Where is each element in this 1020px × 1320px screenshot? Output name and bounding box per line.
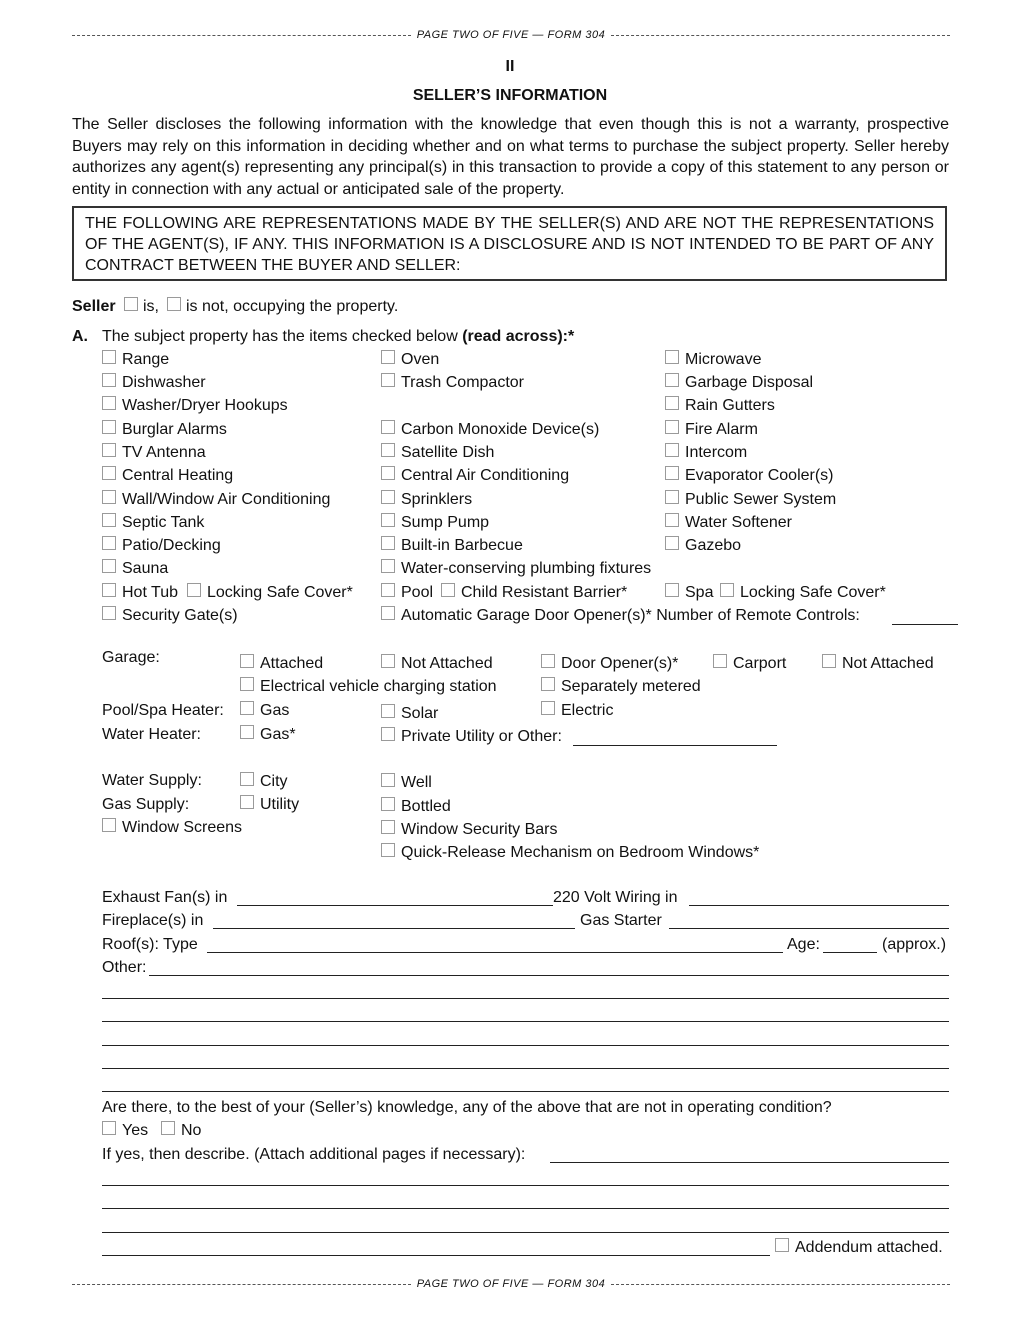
central-ac-label: Central Air Conditioning <box>401 467 570 484</box>
evaporator-label: Evaporator Cooler(s) <box>685 467 834 484</box>
describe-field-line-3[interactable] <box>102 1208 949 1209</box>
central-ac-checkbox[interactable] <box>381 466 395 480</box>
condition-question: Are there, to the best of your (Seller’s) knowledge, any of the above that are not in operating condition? <box>102 1099 832 1116</box>
dishwasher-checkbox[interactable] <box>102 373 116 387</box>
header-text: PAGE TWO OF FIVE — FORM 304 <box>416 29 606 41</box>
window-bars-label: Window Security Bars <box>401 821 558 838</box>
sauna-checkbox[interactable] <box>102 559 116 573</box>
quick-release-label: Quick-Release Mechanism on Bedroom Windows* <box>401 844 760 861</box>
pool-heater-gas-label: Gas <box>260 702 290 719</box>
window-screens-label: Window Screens <box>122 819 243 836</box>
spa-checkbox[interactable] <box>665 583 679 597</box>
washer-dryer-label: Washer/Dryer Hookups <box>122 397 288 414</box>
describe-field-line-1[interactable] <box>550 1162 949 1163</box>
spa-label: Spa <box>685 584 714 601</box>
seller-label: Seller <box>72 298 116 315</box>
water-conserving-checkbox[interactable] <box>381 559 395 573</box>
section-a-letter: A. <box>72 328 88 345</box>
satellite-dish-checkbox[interactable] <box>381 443 395 457</box>
fireplace-field[interactable] <box>213 928 575 929</box>
other-field-line-5[interactable] <box>102 1068 949 1069</box>
private-utility-checkbox[interactable] <box>381 727 395 741</box>
water-softener-label: Water Softener <box>685 514 793 531</box>
notice-text: THE FOLLOWING ARE REPRESENTATIONS MADE BY THE SELLER(S) AND ARE NOT THE REPRESENTATIONS OF THE AGENT(S), IF ANY. THIS INFORMATION IS A DISCLOSURE AND IS NOT INTENDED TO BE PART OF ANY CONTRACT BETWEEN THE BUYER AND SELLER: <box>85 215 934 274</box>
water-softener-checkbox[interactable] <box>665 513 679 527</box>
garage-not-attached-label: Not Attached <box>401 655 493 672</box>
quick-release-checkbox[interactable] <box>381 843 395 857</box>
intro-paragraph: The Seller discloses the following information with the knowledge that even though this is not a warranty, prospective Buyers may rely on this information in deciding whether and on what terms to purchase the subject property. Seller hereby authorizes any agent(s) representing any principal(s) in this transaction to provide a copy of this statement to any person or entity in connection with any actual or anticipated sale of the property. <box>72 116 949 198</box>
sprinklers-label: Sprinklers <box>401 491 473 508</box>
garage-not-attached-checkbox[interactable] <box>381 654 395 668</box>
fire-alarm-label: Fire Alarm <box>685 421 758 438</box>
co-device-label: Carbon Monoxide Device(s) <box>401 421 600 438</box>
range-checkbox[interactable] <box>102 350 116 364</box>
pool-label: Pool <box>401 584 434 601</box>
other-field-line-4[interactable] <box>102 1045 949 1046</box>
carport-not-attached-label: Not Attached <box>842 655 934 672</box>
addendum-label: Addendum attached. <box>795 1239 943 1256</box>
volt-label: 220 Volt Wiring in <box>553 889 678 906</box>
hot-tub-checkbox[interactable] <box>102 583 116 597</box>
septic-label: Septic Tank <box>122 514 205 531</box>
water-well-checkbox[interactable] <box>381 773 395 787</box>
other-field-line-1[interactable] <box>149 975 949 976</box>
range-label: Range <box>122 351 170 368</box>
central-heating-checkbox[interactable] <box>102 466 116 480</box>
other-field-line-3[interactable] <box>102 1021 949 1022</box>
gas-starter-label: Gas Starter <box>580 912 662 929</box>
garage-label: Garage: <box>102 649 160 666</box>
gas-starter-field[interactable] <box>669 928 949 929</box>
garage-attached-label: Attached <box>260 655 324 672</box>
satellite-dish-label: Satellite Dish <box>401 444 495 461</box>
patio-label: Patio/Decking <box>122 537 221 554</box>
intercom-label: Intercom <box>685 444 748 461</box>
water-conserving-label: Water-conserving plumbing fixtures <box>401 560 652 577</box>
exhaust-label: Exhaust Fan(s) in <box>102 889 228 906</box>
volt-field[interactable] <box>689 905 949 906</box>
child-barrier-checkbox[interactable] <box>441 583 455 597</box>
dishwasher-label: Dishwasher <box>122 374 206 391</box>
garage-opener-label: Automatic Garage Door Opener(s)* Number of Remote Controls: <box>401 607 860 624</box>
pool-heater-solar-checkbox[interactable] <box>381 704 395 718</box>
tv-antenna-checkbox[interactable] <box>102 443 116 457</box>
gas-supply-label: Gas Supply: <box>102 796 190 813</box>
describe-field-line-5[interactable] <box>102 1255 770 1256</box>
pool-heater-electric-label: Electric <box>561 702 614 719</box>
security-gates-label: Security Gate(s) <box>122 607 238 624</box>
page-header <box>72 25 950 45</box>
water-heater-gas-checkbox[interactable] <box>240 725 254 739</box>
door-opener-label: Door Opener(s)* <box>561 655 679 672</box>
separately-metered-label: Separately metered <box>561 678 701 695</box>
trash-compactor-checkbox[interactable] <box>381 373 395 387</box>
water-heater-label: Water Heater: <box>102 726 201 743</box>
washer-dryer-checkbox[interactable] <box>102 396 116 410</box>
yes-checkbox[interactable] <box>102 1121 116 1135</box>
approx-label: (approx.) <box>882 936 947 953</box>
hot-tub-label: Hot Tub <box>122 584 179 601</box>
door-opener-checkbox[interactable] <box>541 654 555 668</box>
ev-charging-checkbox[interactable] <box>240 677 254 691</box>
describe-field-line-2[interactable] <box>102 1185 949 1186</box>
footer-text: PAGE TWO OF FIVE — FORM 304 <box>416 1278 606 1290</box>
wall-ac-label: Wall/Window Air Conditioning <box>122 491 331 508</box>
water-city-label: City <box>260 773 288 790</box>
trash-compactor-label: Trash Compactor <box>401 374 524 391</box>
section-number: II <box>505 58 515 75</box>
yes-label: Yes <box>122 1122 149 1139</box>
garage-opener-checkbox[interactable] <box>381 606 395 620</box>
gazebo-checkbox[interactable] <box>665 536 679 550</box>
sump-pump-label: Sump Pump <box>401 514 490 531</box>
roof-field[interactable] <box>207 952 783 953</box>
bbq-checkbox[interactable] <box>381 536 395 550</box>
fire-alarm-checkbox[interactable] <box>665 420 679 434</box>
describe-field-line-4[interactable] <box>102 1232 949 1233</box>
addendum-checkbox[interactable] <box>775 1238 789 1252</box>
water-well-label: Well <box>401 774 432 791</box>
age-label: Age: <box>787 936 820 953</box>
microwave-label: Microwave <box>685 351 762 368</box>
other-field-line-6[interactable] <box>102 1091 949 1092</box>
describe-label: If yes, then describe. (Attach additional pages if necessary): <box>102 1146 526 1163</box>
evaporator-checkbox[interactable] <box>665 466 679 480</box>
garage-attached-checkbox[interactable] <box>240 654 254 668</box>
section-title: SELLER’S INFORMATION <box>412 87 608 104</box>
gazebo-label: Gazebo <box>685 537 742 554</box>
carport-checkbox[interactable] <box>713 654 727 668</box>
water-heater-gas-label: Gas* <box>260 726 296 743</box>
pool-checkbox[interactable] <box>381 583 395 597</box>
central-heating-label: Central Heating <box>122 467 234 484</box>
locking-safe-cover-checkbox[interactable] <box>187 583 201 597</box>
remote-controls-field[interactable] <box>892 624 958 625</box>
oven-checkbox[interactable] <box>381 350 395 364</box>
seller-is-label: is, <box>143 298 159 315</box>
gas-utility-checkbox[interactable] <box>240 795 254 809</box>
no-label: No <box>181 1122 202 1139</box>
seller-is-checkbox[interactable] <box>124 297 138 311</box>
patio-checkbox[interactable] <box>102 536 116 550</box>
private-utility-label: Private Utility or Other: <box>401 728 562 745</box>
other-label: Other: <box>102 959 147 976</box>
page-footer <box>72 1274 950 1294</box>
burglar-alarms-checkbox[interactable] <box>102 420 116 434</box>
pool-heater-electric-checkbox[interactable] <box>541 701 555 715</box>
child-barrier-label: Child Resistant Barrier* <box>461 584 628 601</box>
window-bars-checkbox[interactable] <box>381 820 395 834</box>
garbage-disposal-label: Garbage Disposal <box>685 374 814 391</box>
water-city-checkbox[interactable] <box>240 772 254 786</box>
fireplace-label: Fireplace(s) in <box>102 912 204 929</box>
pool-heater-gas-checkbox[interactable] <box>240 701 254 715</box>
notice-box <box>72 206 947 281</box>
rain-gutters-label: Rain Gutters <box>685 397 775 414</box>
spa-locking-cover-checkbox[interactable] <box>720 583 734 597</box>
pool-heater-solar-label: Solar <box>401 705 439 722</box>
public-sewer-label: Public Sewer System <box>685 491 837 508</box>
microwave-checkbox[interactable] <box>665 350 679 364</box>
rain-gutters-checkbox[interactable] <box>665 396 679 410</box>
gas-utility-label: Utility <box>260 796 300 813</box>
oven-label: Oven <box>401 351 440 368</box>
tv-antenna-label: TV Antenna <box>122 444 206 461</box>
burglar-alarms-label: Burglar Alarms <box>122 421 227 438</box>
other-field-line-2[interactable] <box>102 998 949 999</box>
wall-ac-checkbox[interactable] <box>102 490 116 504</box>
no-checkbox[interactable] <box>161 1121 175 1135</box>
spa-locking-cover-label: Locking Safe Cover* <box>740 584 886 601</box>
private-utility-field[interactable] <box>573 745 777 746</box>
security-gates-checkbox[interactable] <box>102 606 116 620</box>
sump-pump-checkbox[interactable] <box>381 513 395 527</box>
locking-safe-cover-label: Locking Safe Cover* <box>207 584 353 601</box>
separately-metered-checkbox[interactable] <box>541 677 555 691</box>
bbq-label: Built-in Barbecue <box>401 537 523 554</box>
public-sewer-checkbox[interactable] <box>665 490 679 504</box>
water-supply-label: Water Supply: <box>102 772 202 789</box>
gas-bottled-label: Bottled <box>401 798 451 815</box>
pool-heater-label: Pool/Spa Heater: <box>102 702 224 719</box>
intercom-checkbox[interactable] <box>665 443 679 457</box>
section-a-text: The subject property has the items checked below (read across):* <box>102 328 575 345</box>
septic-checkbox[interactable] <box>102 513 116 527</box>
gas-bottled-checkbox[interactable] <box>381 797 395 811</box>
ev-charging-label: Electrical vehicle charging station <box>260 678 497 695</box>
seller-is-not-checkbox[interactable] <box>167 297 181 311</box>
window-screens-checkbox[interactable] <box>102 818 116 832</box>
sprinklers-checkbox[interactable] <box>381 490 395 504</box>
roof-label: Roof(s): Type <box>102 936 198 953</box>
sauna-label: Sauna <box>122 560 169 577</box>
exhaust-field[interactable] <box>237 905 553 906</box>
seller-is-not-label: is not, occupying the property. <box>186 298 399 315</box>
co-device-checkbox[interactable] <box>381 420 395 434</box>
carport-not-attached-checkbox[interactable] <box>822 654 836 668</box>
garbage-disposal-checkbox[interactable] <box>665 373 679 387</box>
carport-label: Carport <box>733 655 787 672</box>
age-field[interactable] <box>823 952 877 953</box>
